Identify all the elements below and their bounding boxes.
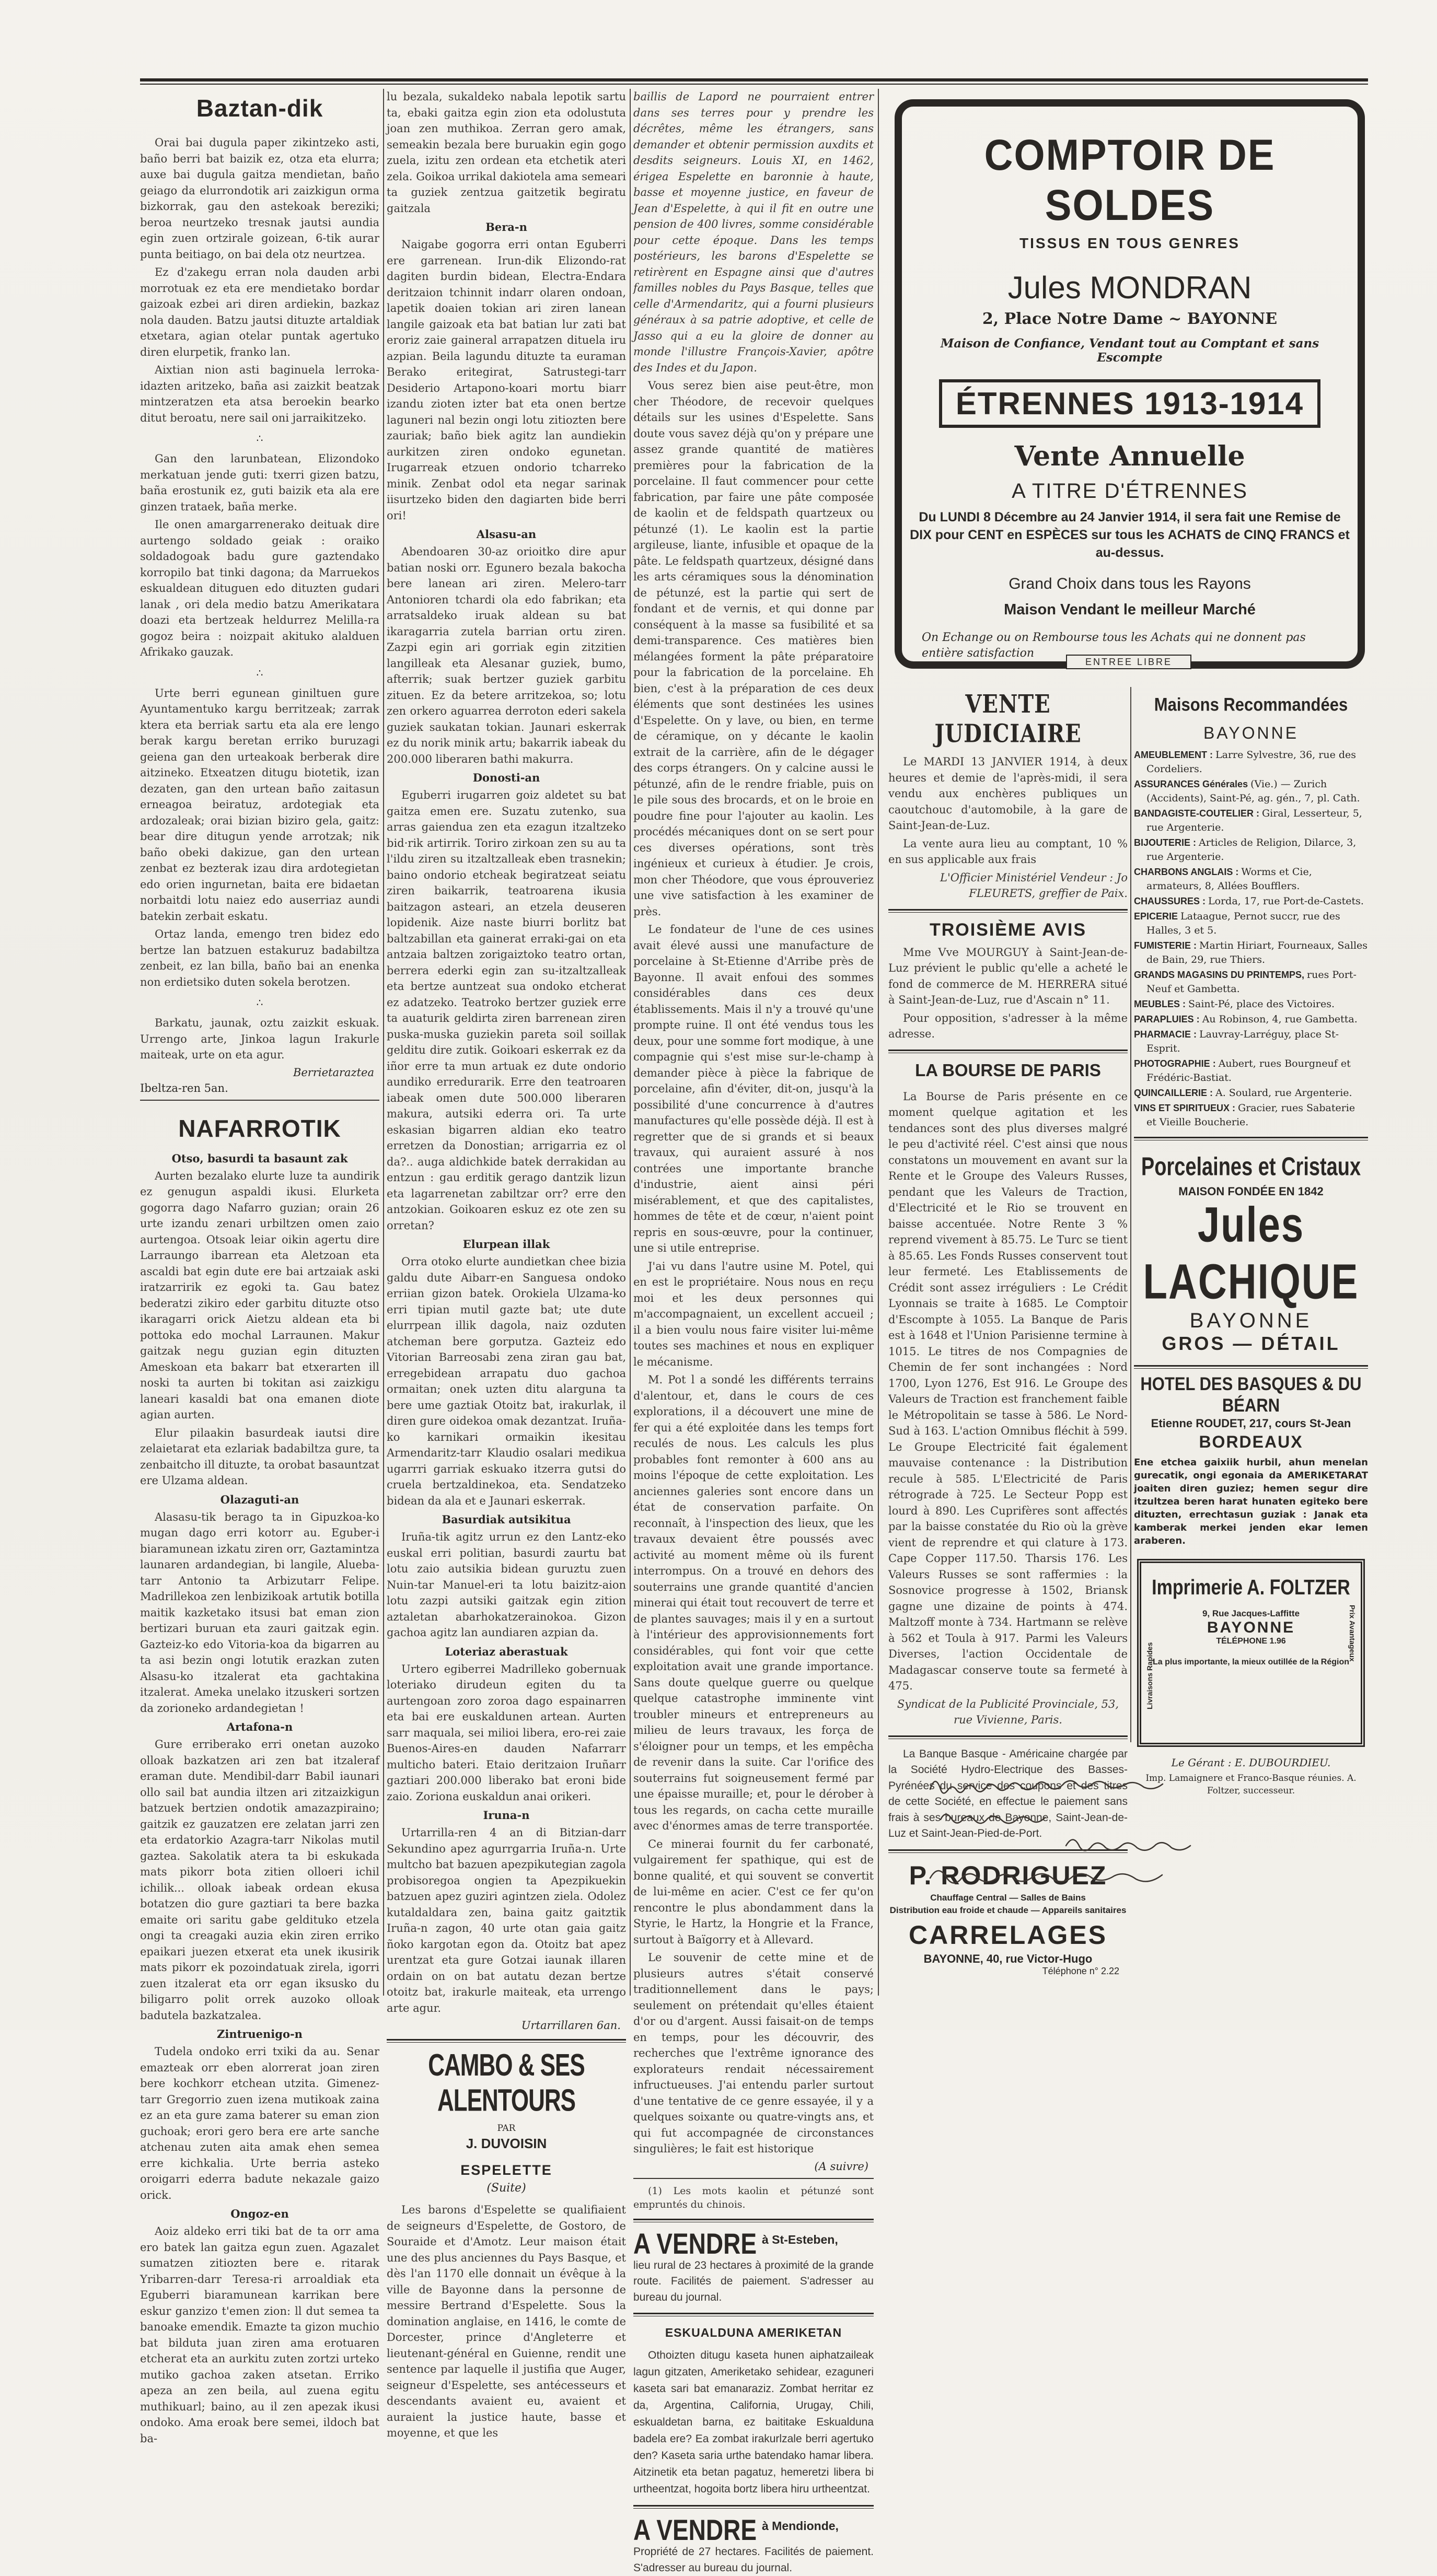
maison-details: Lataague, Pernot succr, rue des Halles, 3 et 5. bbox=[1146, 911, 1340, 936]
paragraph: baillis de Lapord ne pourraient entrer dans ses terres pour y prendre les décrêtes, même les étrangers, sans demander et obtenir permission auxdits et desdits seigneurs. Louis XI, en 1462, érigea Espelette en baronnie à haute, basse et moyenne justice, en faveur de Jean d'Espelette, à qui il fit en outre une pension de 400 livres, somme considérable pour cette époque. Dans les temps postérieurs, les barons d'Espelette se retirèrent en Espagne ainsi que d'autres familles nobles du Pays Basque, telles que celle d'Armendaritz, qui a fourni plusieurs généraux à sa patrie adoptive, et celle de Jasso qui a eu la gloire de donner au monde l'illustre François-Xavier, apôtre des Indes et du Japon. bbox=[633, 90, 874, 374]
maison-category: PHOTOGRAPHIE : bbox=[1134, 1058, 1219, 1069]
ad-a-vendre-mendionde bbox=[633, 2513, 874, 2547]
paragraph: Iruña-tik agitz urrun ez den Lantz-eko euskal erri politian, basurdi zaurtu bat lotu zaio autsikia bidean guruztu zuen Nuin-tar Manuel-eri ta lotu baizitz-aion lotu zazpi autsiki gaitzak egin zition aztaletan abarhokatzerainokoa. Gizon gachoa agitz lan aundiaren azpian da. bbox=[387, 1531, 626, 1639]
maison-details: Aubert, rues Bourgneuf et Frédéric-Bastiat. bbox=[1146, 1058, 1351, 1083]
maison-category: BANDAGISTE-COUTELIER : bbox=[1134, 808, 1262, 819]
maison-category: VINS ET SPIRITUEUX : bbox=[1134, 1103, 1238, 1113]
column-divider bbox=[630, 89, 631, 1996]
column-2 bbox=[387, 89, 626, 2439]
maison-category: MEUBLES : bbox=[1134, 999, 1189, 1009]
subheading: Olazaguti-an bbox=[220, 1493, 299, 1506]
foltzer-tagline: La plus importante, la mieux outillée de la Région bbox=[1152, 1658, 1350, 1666]
maison-details: Saint-Pé, place des Victoires. bbox=[1188, 998, 1335, 1010]
foltzer-ad bbox=[1137, 1559, 1365, 1747]
signature: L'Officier Ministériel Vendeur : Jo FLEURETS, greffier de Paix. bbox=[940, 871, 1128, 900]
paragraph: Barkatu, jaunak, oztu zaizkit eskuak. Urrengo arte, Jinkoa lagun Irakurle maiteak, urte on eta agur. bbox=[140, 1017, 379, 1061]
comptoir-title: COMPTOIR DE SOLDES bbox=[984, 131, 1276, 230]
signature: Urtarrillaren 6an. bbox=[521, 2019, 621, 2032]
maison-category: CHARBONS ANGLAIS : bbox=[1134, 867, 1242, 877]
paragraph: Le souvenir de cette mine et de plusieurs autres s'était conservé traditionnellement dans le pays; seulement on prétendait qu'elles étaient d'or ou d'argent. Aussi faisait-on de temps en temps, pour les découvrir, des recherches que l'extrême ignorance des explorateurs rendait nécessairement infructueuses. J'ai entendu parler surtout d'une tentative de ce genre essayée, il y a quelques soixante ou quatre-vingts ans, et qui fut accompagnée de circonstances singulières; le fait est historique bbox=[633, 1951, 874, 2155]
comptoir-echange: On Echange ou on Rembourse tous les Achats qui ne donnent pas entière satisfaction bbox=[922, 631, 1306, 660]
maison-item bbox=[1134, 748, 1368, 776]
lachique-city: BAYONNE bbox=[1189, 1309, 1313, 1332]
paragraph: Urte berri egunean giniltuen gure Ayuntamentuko kargu berritzeak; zarrak ktera eta berriak sartu eta ala ere lengo berak kargu beretan erriko buruzagi geiena gan den urteakoak berberak dire aitzineko. Etxeatzen ditugu biotetik, izan dezaten, gan den urtean baño zaitasun erneagoa beiratuz, ardotegiak eta ardozaleak; orai bizian biziro gela, gaitz: bear dire ditugun yende arrotzak; nik baño obeki dakizue, gan den urtean zenbat ez bezterak izau dira ardotegietan edo orien ingurnetan, baita ere bidaetan norbaitdi lotu naiez edo auserriaz aundi batekin zerbait eskatu. bbox=[140, 686, 379, 923]
paragraph: Ce minerai fournit du fer carbonaté, vulgairement fer spathique, qui est de bonne qualité, et qui souvent se convertit de lui-même en acier. C'est ce fer qu'on rencontre le plus abondamment dans la Styrie, le Hartz, la Hongrie et la France, surtout à Baïgorry et à Allevard. bbox=[633, 1837, 874, 1946]
maison-item bbox=[1134, 939, 1368, 967]
maisons-list bbox=[1134, 748, 1368, 1129]
maison-category: QUINCAILLERIE : bbox=[1134, 1088, 1215, 1098]
maison-item bbox=[1134, 997, 1368, 1011]
dateline: Ibeltza-ren 5an. bbox=[140, 1081, 228, 1094]
maison-category: CHAUSSURES : bbox=[1134, 896, 1209, 906]
subheading: Zintruenigo-n bbox=[217, 2027, 303, 2041]
divider bbox=[140, 1100, 379, 1101]
column-4-right bbox=[1134, 687, 1368, 1796]
paragraph: J'ai vu dans l'autre usine M. Potel, qui en est le propriétaire. Nous nous en reçu moi et les deux personnes qui m'accompagnaient, un excellent accueil ; il a bien voulu nous faire visiter lui-même toutes ses machines et nous en expliquer le mécanisme. bbox=[633, 1260, 874, 1368]
paragraph: Vous serez bien aise peut-être, mon cher Théodore, de recevoir quelques détails sur les usines d'Espelette. Sans doute vous savez déjà qu'on y prépare une assez grande quantité de matières premières pour la fabrication de la porcelaine. Il faut commencer pour cette fabrication, par faire une pâte composée de kaolin et de feldspath quartzeux ou pétunzé (1). Le kaolin est la partie argileuse, liante, infusible et opaque de la pâte. Le feldspath quartzeux, désigné dans les arts céramiques sous la dénomination de pétunzé, est la partie qui sert de fondant et de vernis, et qui donne par conséquent à la masse sa fusibilité et sa demi-transparence. Ces matières bien mélangées forment la pâte préparatoire pour la fabrication de la porcelaine. Eh bien, c'est à la préparation de ces deux éléments que sont destinées les usines d'Espelette. On y lave, ou bien, en terme de céramique, on y décante le kaolin extrait de la carrière, afin de le dégager des corps étrangers. On y calcine aussi le pétunzé, afin de le rendre friable, puis on le pile sous des brocards, et on le broie en poudre fine pour l'ajouter au kaolin. Les procédés mécaniques dont on se sert pour ces diverses opérations, sont très ingénieux et curieux à étudier. Je crois, mon cher Théodore, que vous éprouveriez une vive satisfaction à les examiner de près. bbox=[633, 379, 874, 918]
hotel-city: BORDEAUX bbox=[1199, 1432, 1303, 1451]
signature: Berrietaraztea bbox=[293, 1066, 374, 1079]
paragraph: Ortaz landa, emengo tren bidez edo bertze lan batzuen estakuruz badabiltza zenbeit, ez lan billa, baño bai an enenka non erdietsiko duten sokela berotzen. bbox=[140, 928, 379, 988]
maison-item bbox=[1134, 968, 1368, 996]
paragraph: Les barons d'Espelette se qualifiaient de seigneurs d'Espelette, de Gostoro, de Souraide et d'Amotz. Leur maison était une des plus anciennes du Pays Basque, et dès l'an 1170 elle donnait un évêque à la ville de Bayonne dans la personne de messire Bertrand d'Espelette. Sous la domination anglaise, en 1416, le comte de Dorcester, prince d'Angleterre et lieutenant-général en Guienne, rendit une sentence par laquelle il justifia que Auger, seigneur d'Espelette, ses antécesseurs et descendants avaient eu, avaient et auraient la justice haute, basse et moyenne, et que les bbox=[387, 2204, 626, 2439]
ad-title: A VENDRE bbox=[633, 2227, 757, 2260]
eskualduna-title: ESKUALDUNA AMERIKETAN bbox=[665, 2326, 842, 2339]
maison-details: Articles de Religion, Dilarce, 3, rue Argenterie. bbox=[1146, 837, 1357, 862]
paragraph: Tudela ondoko erri txiki da au. Senar emazteak orr eben alorrerat joan ziren bere kochkorr etchean utzita. Gimenez-tarr Gregorrio zuen izena mutikoak zaina ez an eta gure zama baterer su eman zion guchoak; erori gero bera ere arte sanche atchenau zuten aita amak ehen semea erre kichkalia. Urte berria asteko oroigarri ederra badute nekazale gaizo orick. bbox=[140, 2045, 379, 2201]
maison-details: A. Soulard, rue Argenterie. bbox=[1215, 1087, 1352, 1099]
divider bbox=[633, 2178, 874, 2179]
header-rule-thin bbox=[140, 84, 1368, 85]
maison-details: Lauvray-Larréguy, place St-Esprit. bbox=[1146, 1029, 1339, 1054]
double-divider bbox=[1134, 1365, 1368, 1369]
paragraph: lu bezala, sukaldeko nabala lepotik sartu ta, ebaki gaitza egin zion eta odolustuta joan zen muthikoa. Zerran gero amak, semeakin bezala bere buruakin egin gogo zuela, izitu zen ordean eta etchetik ateri zela. Goikoa urrikal dakiotela ama semeari ta guziek zentzua gaitzetik begiratu gaitzala bbox=[387, 90, 626, 215]
rodriguez-phone: Téléphone n° 2.22 bbox=[1042, 1965, 1119, 1976]
foltzer-address: 9, Rue Jacques-Laffitte bbox=[1202, 1608, 1300, 1618]
maison-item bbox=[1134, 1028, 1368, 1056]
section-separator: ∴ bbox=[256, 996, 263, 1009]
maison-item bbox=[1134, 1086, 1368, 1100]
section-separator: ∴ bbox=[256, 666, 263, 679]
maison-details: Worms et Cie, armateurs, 8, Allées Boufflers. bbox=[1146, 866, 1312, 892]
subheading: Iruna-n bbox=[483, 1809, 530, 1822]
rodriguez-sub: Chauffage Central — Salles de Bains bbox=[930, 1892, 1086, 1903]
ad-place: à St-Esteben, bbox=[762, 2232, 838, 2246]
foltzer-name: Imprimerie A. FOLTZER bbox=[1152, 1576, 1350, 1600]
maison-item bbox=[1134, 1101, 1368, 1129]
comptoir-entree: ENTREE LIBRE bbox=[1066, 655, 1191, 669]
paragraph: Urtarrilla-ren 4 an di Bitzian-darr Sekundino apez agurrgarria Iruña-n. Urte multcho bat bazuen apezpikutegian zagola probisoregoa ongien ta Apezpikuekin batzuen apez guziri agintzen ziela. Odolez kutaldaldara zen, baina gaitz gaitztik Iruña-n zagon, 40 urte otan gaia gaitz ñoko kargotan egon da. Otoitz bat apez urentzat eta gure Gotzai iaunak illaren ordain on on bat autatu dezan bertze otoitz bat, irakurle maiteak, eta urrengo arte agur. bbox=[387, 1826, 626, 2014]
double-divider bbox=[888, 1050, 1128, 1053]
paragraph: Eguberri irugarren goiz aldetet su bat gaitza emen ere. Suzatu zutenko, sua arras gaiendua zen eta ezagun itzaltzeko bid·rik artirrik. Toriro zirkoan zen su au ta l'ildu ziren su itzaltzalleak eben trasnekin; baino ondorio etcheak begiratzeat seiatu ziren baikarrik, teatroarena ikusia baitzagon asteari, an etzela deuseren lopidenik. Aize naste biurri borlitz bat baltzabillan eta gainerat erraki-gai on eta antzaia baltzen zorigaiztoko teatro ortan, berrera ederki egin zan su-itzaltzalleak eta bertze auntzeat sua ondoko etcherat ez adatzeko. Teatroko bertzer guziek erre ta auaturik geldirta ziren barrenean ziren puska-muska guziekin pareta soil soillak gelditu dire zutik. Goikoari eskerrak ez da iñor erre ta mun artuak ez dute ondorio aundiko erredurarik. Erre den teatroaren iabeak omen dute 500.000 liberaren makura, autsiki ederra ori. Ta urte eskasian bigarren aldian eko teatro erretzen da Donostian; arrigarria ez ol da?.. auga aldichkide batek derrakidan au entzun : gau erditik gerago dantzik lizun eta lagarrenetan zabiltzar orr? erre den antzokian. Goikoaren eskuz ez ote zen su orretan? bbox=[387, 789, 626, 1232]
column-divider bbox=[383, 89, 384, 1996]
maison-category: BIJOUTERIE : bbox=[1134, 837, 1199, 848]
comptoir-etrennes: ÉTRENNES 1913-1914 bbox=[939, 379, 1320, 428]
double-divider bbox=[387, 2039, 626, 2043]
paragraph: Aixtian nion asti baginuela lerroka-idazten aritzeko, baña asi zaizkit beatzak mintzeratzen eta atsa beroekin bearko ditut beroatu, nere sail oni jarraikitzeko. bbox=[140, 364, 379, 424]
comptoir-address: 2, Place Notre Dame ~ BAYONNE bbox=[982, 310, 1278, 328]
paragraph: Naigabe gogorra erri ontan Eguberri ere garrenean. Irun-dik Elizondo-rat dagiten burdin bidean, Electra-Endara deritzaion tchinnit indarr olaren ondoan, lapetik doaien tokian ari ziren lanean langile gaizoak eta bat batian lur zati bat eroriz zaie gaineral arrapatzen dituela iru azpian. Beila lagundu dituzte ta euraman Berako eritegirat, Satrustegi-tarr Desiderio Artapono-koari mortu biarr izandu zioten izter bat eta onen bertze laguneri nal bezin ongi lotu zitiozten bere zauriak; baño biek agitz lan aundiekin aurkitzen ziren ondoko egunetan. Irugarreak etzuen ondorio tcharreko minik. Zenbat odol eta negar sarinak iisurtzeko biden den dagiarten bide berri ori! bbox=[387, 238, 626, 522]
to-be-continued: (A suivre) bbox=[814, 2160, 868, 2173]
maison-category: PARAPLUIES : bbox=[1134, 1014, 1202, 1024]
subheading: Otso, basurdi ta basaunt zak bbox=[171, 1151, 348, 1165]
foltzer-side-right: Prix Avantageux bbox=[1348, 1605, 1357, 1662]
paragraph: Le fondateur de l'une de ces usines avait élevé aussi une manufacture de porcelaine à St-Etienne d'Arribe près de Bayonne. Il avait enfoui des sommes considérables dans ces deux établissements. Mais il n'y a trouvé qu'une prompte ruine. Il ont été vendus tous les deux, pour une somme fort modique, à une compagnie qui s'est mise sur-le-champ à demander pièce à pièce la fabrique de porcelaine, afin d'éviter, dit-on, jusqu'à la possibilité d'une concurrence à d'autres manufactures qu'elle possède déjà. Il est à regretter que de si grands et si beaux travaux, qui auraient assuré à nos contrées une importante branche d'industrie, aient ainsi péri misérablement, et que des capitalistes, hommes de tête et de cœur, n'aient point repris en sous-œuvre, pour la continuer, une si utile entreprise. bbox=[633, 923, 874, 1254]
double-divider bbox=[888, 909, 1128, 913]
paragraph: Aoiz aldeko erri tiki bat de ta orr ama ero batek lan gaitza egun zuen. Agazalet sumatzen zitiozten bere e. ritarak Yribarren-darr Teresa-ri arroaldiak eta Eguberri biaramunean karrikan bere eskur ganzizo t'emen zion: ll dut semea ta banoake emendik. Emazte ta gizon muchio bat bilduta juan ziren ama erotuaren etcherat eta an aurkitu zuten zortzi urteko mutiko gachoa zaken atsetan. Erriko apeza an zen beila, aul zuena egitu muthikuarl; baino, au il zen apezak ikusi ondoko. Ama eroak bere semei, ildoch bat ba- bbox=[140, 2225, 379, 2445]
maison-details: rues Port-Neuf et Gambetta. bbox=[1146, 969, 1357, 995]
double-divider bbox=[633, 2219, 874, 2222]
maison-item bbox=[1134, 865, 1368, 893]
double-divider bbox=[633, 2505, 874, 2509]
comptoir-text: Du LUNDI 8 Décembre au 24 Janvier 1914, il sera fait une Remise de DIX pour CENT en ESPÈCES sur tous les ACHATS de CINQ FRANCS et au-dessus. bbox=[910, 510, 1350, 560]
column-divider bbox=[878, 89, 879, 1996]
article-title-cambo: CAMBO & SES ALENTOURS bbox=[428, 2048, 585, 2118]
double-divider bbox=[888, 1735, 1128, 1739]
paragraph: Orai bai dugula paper zikintzeko asti, baño berri bat baizik ez, otza eta elurra; auxe bai dugula gaitza mendietan, baño geiago da elurrondotik ari zaizkigun orma bizkorrak, gau den astekoak bereziki; beroa neurtzeko tresnak jautsi aundia egin zuen ortzirale goizean, 6-tik aurar punta beitiago, on bai dela otz neurtzea. bbox=[140, 136, 379, 261]
column-3 bbox=[633, 89, 874, 2574]
maison-details: Martin Hiriart, Fourneaux, Salles de Bain, 29, rue Thiers. bbox=[1146, 940, 1368, 965]
ad-text: lieu rural de 23 hectares à proximité de la grande route. Facilités de paiement. S'adresser au bureau du journal. bbox=[633, 2259, 874, 2303]
hotel-title: HOTEL DES BASQUES & DU BÉARN bbox=[1140, 1373, 1362, 1416]
maison-item bbox=[1134, 836, 1368, 864]
hotel-owner: Etienne ROUDET, 217, cours St-Jean bbox=[1151, 1417, 1351, 1430]
paragraph: Urtero egiberrei Madrilleko gobernuak loteriako dirudeun egiten du ta aurtengoan zoro zoroa dago espainarren eta bai ere euskaldunen artean. Aurten sarr maquala, sei milioi libera, ero-rei zaie Buenos-Aires-en dauden Nafarrarr multicho bateri. Etaio deritzaion Iruñarr gaztiari 200.000 liberako bat eroni bide zaio. Zoriona euskaldun anai orikeri. bbox=[387, 1662, 626, 1803]
maison-category: EPICERIE bbox=[1134, 911, 1181, 922]
banque-basque-notice: La Banque Basque - Américaine chargée par la Société Hydro-Electrique des Basses-Pyrénées du service des coupons et des titres de cette Société, en effectue le paiement sans frais à ses bureaux de Bayonne, Saint-Jean-de-Luz et Saint-Jean-Pied-de-Port. bbox=[888, 1747, 1128, 1839]
author-name: J. DUVOISIN bbox=[466, 2136, 547, 2151]
subheading: Elurpean illak bbox=[462, 1238, 550, 1251]
comptoir-owner: Jules MONDRAN bbox=[1007, 270, 1252, 305]
maison-category: ASSURANCES Générales bbox=[1134, 779, 1251, 789]
gerant-line: Le Gérant : E. DUBOURDIEU. bbox=[1171, 1756, 1331, 1769]
maison-category: PHARMACIE : bbox=[1134, 1029, 1199, 1040]
column-divider bbox=[1130, 687, 1131, 1742]
maison-details: Au Robinson, 4, rue Gambetta. bbox=[1202, 1013, 1358, 1025]
paragraph: Pour opposition, s'adresser à la même adresse. bbox=[888, 1011, 1128, 1040]
maison-category: FUMISTERIE : bbox=[1134, 940, 1199, 951]
maison-item bbox=[1134, 1012, 1368, 1027]
comptoir-ad bbox=[909, 110, 1350, 660]
subheading: Artafona-n bbox=[226, 1720, 293, 1733]
ad-text: Propriété de 27 hectares. Facilités de paiement. S'adresser au bureau du journal. bbox=[633, 2546, 874, 2574]
paragraph: Aurten bezalako elurte luze ta aundirik ez genugun aspaldi ikusi. Elurketa gogorra dago Nafarro guzian; orain 26 urte izandu zenari urbiltzen omen zaio aurtengoa. Otsoak leiar oikin agertu dire Larraungo ibarrean eta Aletzoan eta ascaldi bat egin dute ere bai artzaiak aski iratzarririk ez egoki ta. Gau batez bederatzi zikiro eder garbitu dituzte otso ikaragarri orick Aietzu aldean eta bi pottoka edo mochal Larraunen. Makur gaitzak negu guzian egin dituzten Ameskoan eta bakarr bat etxerarten ill noski ta aurten bi tokitan asi zaizkigu laneari kasaldi bat ona emanen diote agian aurten. bbox=[140, 1169, 379, 1421]
maison-details: Giral, Lesserteur, 5, rue Argenterie. bbox=[1146, 808, 1362, 833]
maison-details: Larre Sylvestre, 36, rue des Cordeliers. bbox=[1146, 749, 1357, 775]
comptoir-slogan: Maison de Confiance, Vendant tout au Comptant et sans Escompte bbox=[940, 336, 1319, 365]
comptoir-vente: Vente Annuelle bbox=[1014, 440, 1245, 472]
paragraph: Mme Vve MOURGUY à Saint-Jean-de-Luz prévient le public qu'elle a acheté le fond de commerce de M. HERRERA situé à Saint-Jean-de-Luz, rue d'Ascain n° 11. bbox=[888, 946, 1128, 1006]
footnote: (1) Les mots kaolin et pétunzé sont empruntés du chinois. bbox=[633, 2185, 874, 2210]
maison-details: Gracier, rues Sabaterie et Vieille Boucherie. bbox=[1146, 1102, 1355, 1128]
lachique-name: Jules LACHIQUE bbox=[1143, 1197, 1359, 1310]
eskualduna-text: Othoizten ditugu kaseta hunen aiphatzaileak lagun gitzaten, Ameriketako sehidear, ezaguneri kaseta sari bat emanaraziz. Zombat herritar ez da, Argentina, California, Urugay, Chili, eskualdetan barna, ez baititake Eskualduna badela ere? Ea zombat irakurlzale berri agertuko den? Kaseta saria urthe batendako hamar libera. Aitzinetik eta betan pagatuz, hemeretzi libera bi urtheentzat, hogoita bortz libera hiru urtheentzat. bbox=[633, 2349, 874, 2495]
maison-category: AMEUBLEMENT : bbox=[1134, 750, 1215, 760]
ad-place: à Mendionde, bbox=[762, 2519, 839, 2533]
paragraph: La Bourse de Paris présente en ce moment quelque agitation et les tendances sont des plus diverses malgré le peu d'activité réel. C'est ainsi que nous constatons un mouvement en avant sur la Rente et le Groupe des Valeurs Russes, pendant que les Valeurs de Traction, d'Electricité et le Rio se trouvent en baisse accentuée. Notre Rente 3 % reprend vivement à 85.75. Le Turc se tient à 85.65. Les Fonds Russes conservent tout leur fermeté. Les Etablissements de Crédit sont assez irréguliers : Le Crédit Lyonnais se traite à 1685. Le Comptoir d'Escompte à 1055. La Banque de Paris est à 1648 et l'Union Parisienne termine à 1015. Le titres de nos Compagnies de Chemin de fer sont inchangées : Nord 1700, Lyon 1276, Est 916. Le Groupe des Valeurs de Traction est franchement faible le Métropolitain se tasse à 586. Le Nord-Sud à 163. L'action Omnibus fléchit à 599. Le Groupe Electricité fait également mauvaise contenance : la Distribution recule à 585. L'Electricité de Paris rétrograde à 725. Le Secteur Popp est lourd à 890. Les Cuprifères sont affectés par la baisse constatée du Rio où la grève vient de reprendre et qui clature à 173. Cape Copper 117.50. Tharsis 176. Les Valeurs Russes se sont raffermies : la Sosnovice progresse à 1502, Briansk gagne une dizaine de points à 474. Maltzoff monte à 734. Hartmann se relève à 562 et Toula à 917. Parmi les Valeurs Diverses, l'action Occidentale de Madagascar conserve toute sa fermeté à 475. bbox=[888, 1090, 1128, 1692]
handwriting-drawing bbox=[909, 1768, 1364, 1899]
subheading: Donosti-an bbox=[472, 771, 540, 784]
paragraph: Gure erriberako erri onetan auzoko olloak bazkatzen ari zen bat itzaleraf eraman dute. Mendibil-darr Babil iaunari ollo sail bat aundia iltzen ari zitzaizkigun batzuek bertzien ondotik amazazpiraino; gaitzik ez gauzatzen ere zelatan jarri zen eta erdatorkio Azagra-tarr Nikolas mutil gaztea. Sakolatik atera ta bi eskukada mats pikorr bota zitien olloeri ichil ichilik... olloak iabeak ordean ekusa botatzen dio gure gaztiari ta bere bazka emaite ori saritu gabe geldituko etzela ongi ta creagaki auzia ekin ziren erriko epaikari juezen etxerat eta unek ikusirik mats pikorr ek pozoindatuak zirela, igorri zuen itzalerat eta orr egan iksusko du biligarro polit orrek auzoko olloak badutela bazkatzalea. bbox=[140, 1738, 379, 2022]
paragraph: Ile onen amargarrenerako deituak dire aurtengo soldado geiak : oraiko soldadogoak badu gure gaztendako korropilo bat tinki dagona; da Marruekos eskualdean dituguen edo dituzten gudari lanak , ori dela medio batzu Amerikatara doazi eta bertzeak heldurrez Melilla-ra gogoz beira : noizpait akituko alalduen Afrikako gauzak. bbox=[140, 518, 379, 658]
comptoir-titre: A TITRE D'ÉTRENNES bbox=[1012, 480, 1248, 503]
paragraph: M. Pot l a sondé les différents terrains d'alentour, et, dans le cours de ces explorations, il a découvert une mine de fer qui a été exploitée dans les temps fort reculés de nous. Les calculs les plus probables font remonter à 600 ans au moins l'époque de cette exploitation. Les anciennes galeries sont encore dans un état de conservation parfaite. On reconnaît, à l'inspection des lieux, que les travaux devaient être poussés avec activité au moment même où ils furent interrompus. On a trouvé en dehors des souterrains une grande quantité d'ancien minerai qui était tout recouvert de terre et de plantes sauvages; mais il y en a surtout à l'intérieur des approvisionnements fort considérables, qui font voir que cette exploitation avait une grande importance. Sans doute quelque guerre ou quelque quelque catastrophe imminente vint troubler mineurs et entrepreneurs au milieu de leurs travaux, les força de s'éloigner pour un temps, et les empêcha de revenir dans la suite. Car l'orifice des souterrains fut soigneusement fermé par une épaisse muraille; et, pour le dérober à tous les regards, on cacha cette muraille avec d'énormes amas de terre transportée. bbox=[633, 1373, 874, 1832]
paragraph: Elur pilaakin basurdeak iautsi dire zelaietarat eta ezlariak badabiltza gure, ta zenbaitcho ill dituzte, ta orobat basauntzat ere Ulzama aldean. bbox=[140, 1426, 379, 1487]
suite-label: (Suite) bbox=[486, 2182, 526, 2195]
subheading: Loteriaz aberastuak bbox=[445, 1645, 568, 1658]
imprimerie-line: Imp. Lamaignere et Franco-Basque réunies. A. Foltzer, successeur. bbox=[1145, 1773, 1357, 1796]
troisieme-avis-title: TROISIÈME AVIS bbox=[929, 919, 1087, 940]
article-title-baztan: Baztan-dik bbox=[196, 95, 323, 122]
paragraph: Gan den larunbatean, Elizondoko merkatuan jende guti: txerri gizen batzu, baña erostunik ez, guti baizik eta ala ere ginzen trataek, baña merke. bbox=[140, 452, 379, 513]
maison-item bbox=[1134, 807, 1368, 835]
header-rule bbox=[140, 78, 1368, 81]
subheading: Bera-n bbox=[485, 220, 527, 234]
double-divider bbox=[633, 2313, 874, 2316]
subheading: Basurdiak autsikitua bbox=[442, 1513, 571, 1526]
maison-item bbox=[1134, 894, 1368, 908]
column-1 bbox=[140, 89, 379, 2445]
rodriguez-name: P. RODRIGUEZ bbox=[909, 1860, 1107, 1890]
section-separator: ∴ bbox=[256, 432, 263, 445]
handwritten-note bbox=[909, 1768, 1364, 1899]
vente-judiciaire-title: VENTE JUDICIAIRE bbox=[934, 689, 1082, 749]
paragraph: La vente aura lieu au comptant, 10 % en sus applicable aux frais bbox=[888, 837, 1128, 866]
paragraph: Abendoaren 30-az orioitko dire apur batian noski orr. Egunero bezala bakocha bere lanean ari ziren. Melero-tarr Antonioren tchardi ola edo fabrikan; eta arratsaldeko iruak aldean su bat ikaragarria zutela barrian ortu ziren. Zazpi egin ari gorriak egin zitzitien langilleak eta Alesanar guziek, bumo, afterrik; suak bertzer guziek garbitu zituen. Ez da betere arritzekoa, so; lotu zen orkero aguarrea derroton ederi sakela guziek saukatan tokian. Jaunari eskerrak ez du norik minik artu; bakarrik iabeak du 200.000 liberaren bathi makurra. bbox=[387, 545, 626, 765]
paragraph: Alasasu-tik berago ta in Gipuzkoa-ko mugan dago erri kotorr au. Eguber-i biaramunean izkatu ziren orr, Gaztamintza launaren ardandegian, bi langile, Alueba-tarr Antonio ta Arbizutarr Felipe. Madrillekoa zen lenbizikoak artutik botilla maitik kazketako itsusi bat eman zion bertizari buruan eta zauri gaitzak egin. Gazteiz-ko edo Vitoria-koa da bigarren au ta asi bezin ongi lotutik erazkan zuten Alsasu-ko itzalerat eta gachtakina itzalerat. Ameka unelako itzuskeri sortzen da zorioneko ardandegietan ! bbox=[140, 1510, 379, 1715]
maisons-city: BAYONNE bbox=[1203, 724, 1299, 742]
foltzer-side-left: Livraisons Rapides bbox=[1145, 1642, 1154, 1709]
paragraph: Orra otoko elurte aundietkan chee bizia galdu dute Aibarr-en Sanguesa ondoko erriian gizon batek. Orokiela Ulzama-ko erri tipian mutil gazte bat; ute dute elurrpean illik dagola, naiz ozduten atcheman bere gorputza. Gazteiz edo Vitorian Barreosabi zena ziran gau bat, erregebidean arrapatu duo gachoa ormaitan; onek uzten ditu alarguna ta bere ume gaztiak Otoitz bat, irakurlak, il diren gure oidekoa omak dezantzat. Iruña-ko karnikari ormaikin ikesitau Armendaritz-tarr Klaudio osalari medikua ugarrri garriak eskuako itzerra gutsi do cruela bertzaldinekoa, eta. Sendatzeko bidean da ala et e Jaunari eskerrak. bbox=[387, 1255, 626, 1507]
double-divider bbox=[1134, 1137, 1368, 1140]
foltzer-city: BAYONNE bbox=[1207, 1619, 1295, 1636]
porcelaines-maison: MAISON FONDÉE EN 1842 bbox=[1178, 1185, 1324, 1198]
column-4-left bbox=[888, 687, 1128, 1976]
ad-title: A VENDRE bbox=[633, 2513, 757, 2547]
maison-category: GRANDS MAGASINS DU PRINTEMPS, bbox=[1134, 970, 1307, 980]
ad-a-vendre-st-esteben bbox=[633, 2227, 874, 2260]
subheading-espelette: ESPELETTE bbox=[460, 2162, 552, 2178]
maisons-recommandees-title: Maisons Recommandées bbox=[1154, 694, 1348, 715]
comptoir-choix: Grand Choix dans tous les Rayons bbox=[1009, 575, 1251, 592]
maison-item bbox=[1134, 1057, 1368, 1085]
comptoir-subtitle: TISSUS EN TOUS GENRES bbox=[1019, 235, 1240, 251]
porcelaines-title: Porcelaines et Cristaux bbox=[1141, 1152, 1361, 1182]
rodriguez-carrelages: CARRELAGES bbox=[908, 1920, 1108, 1950]
maison-item bbox=[1134, 777, 1368, 806]
byline-prefix: PAR bbox=[497, 2123, 516, 2134]
lachique-gros-detail: GROS — DÉTAIL bbox=[1162, 1333, 1340, 1354]
paragraph: Le MARDI 13 JANVIER 1914, à deux heures et demie de l'après-midi, il sera vendu aux enchères publiques un caoutchouc d'automobile, à la gare de Saint-Jean-de-Luz. bbox=[888, 755, 1128, 832]
rodriguez-address: BAYONNE, 40, rue Victor-Hugo bbox=[923, 1952, 1093, 1965]
paragraph: Ez d'zakegu erran nola dauden arbi morrotuak ez eta ere mendietako bordar gaizoak ezbei ari diren ardiekin, bazkaz nola dauden. Batzu jautsi dituzte artaldiak etxetara, agian otelar puntak agertuko diren elurpetik, franko lan. bbox=[140, 266, 379, 358]
subheading: Alsasu-an bbox=[476, 528, 537, 541]
maison-item bbox=[1134, 910, 1368, 938]
hotel-text: Ene etchea gaixiik hurbil, ahun menelan gurecatik, ongi egonaia da AMERIKETARAT joaiten diren guziez; hemen segur dire itzultzea beren harat hunaten egiteko bere dituzten, errechtasun guziak : Janak eta kamberak merkei jenden ekar lemen araberen. bbox=[1134, 1457, 1368, 1546]
maison-details: Lorda, 17, rue Port-de-Castets. bbox=[1208, 895, 1364, 907]
rodriguez-sub2: Distribution eau froide et chaude — Appareils sanitaires bbox=[889, 1905, 1127, 1915]
maison-details: (Vie.) — Zurich (Accidents), Saint-Pé, ag. gén., 7, pl. Cath. bbox=[1146, 778, 1360, 804]
subheading: Ongoz-en bbox=[230, 2207, 289, 2220]
foltzer-phone: TÉLÉPHONE 1.96 bbox=[1216, 1637, 1286, 1646]
comptoir-maison: Maison Vendant le meilleur Marché bbox=[1004, 601, 1256, 618]
bourse-title: LA BOURSE DE PARIS bbox=[915, 1060, 1101, 1080]
article-title-nafarrotik: NAFARROTIK bbox=[178, 1114, 341, 1142]
signature: Syndicat de la Publicité Provinciale, 53, rue Vivienne, Paris. bbox=[897, 1697, 1119, 1726]
